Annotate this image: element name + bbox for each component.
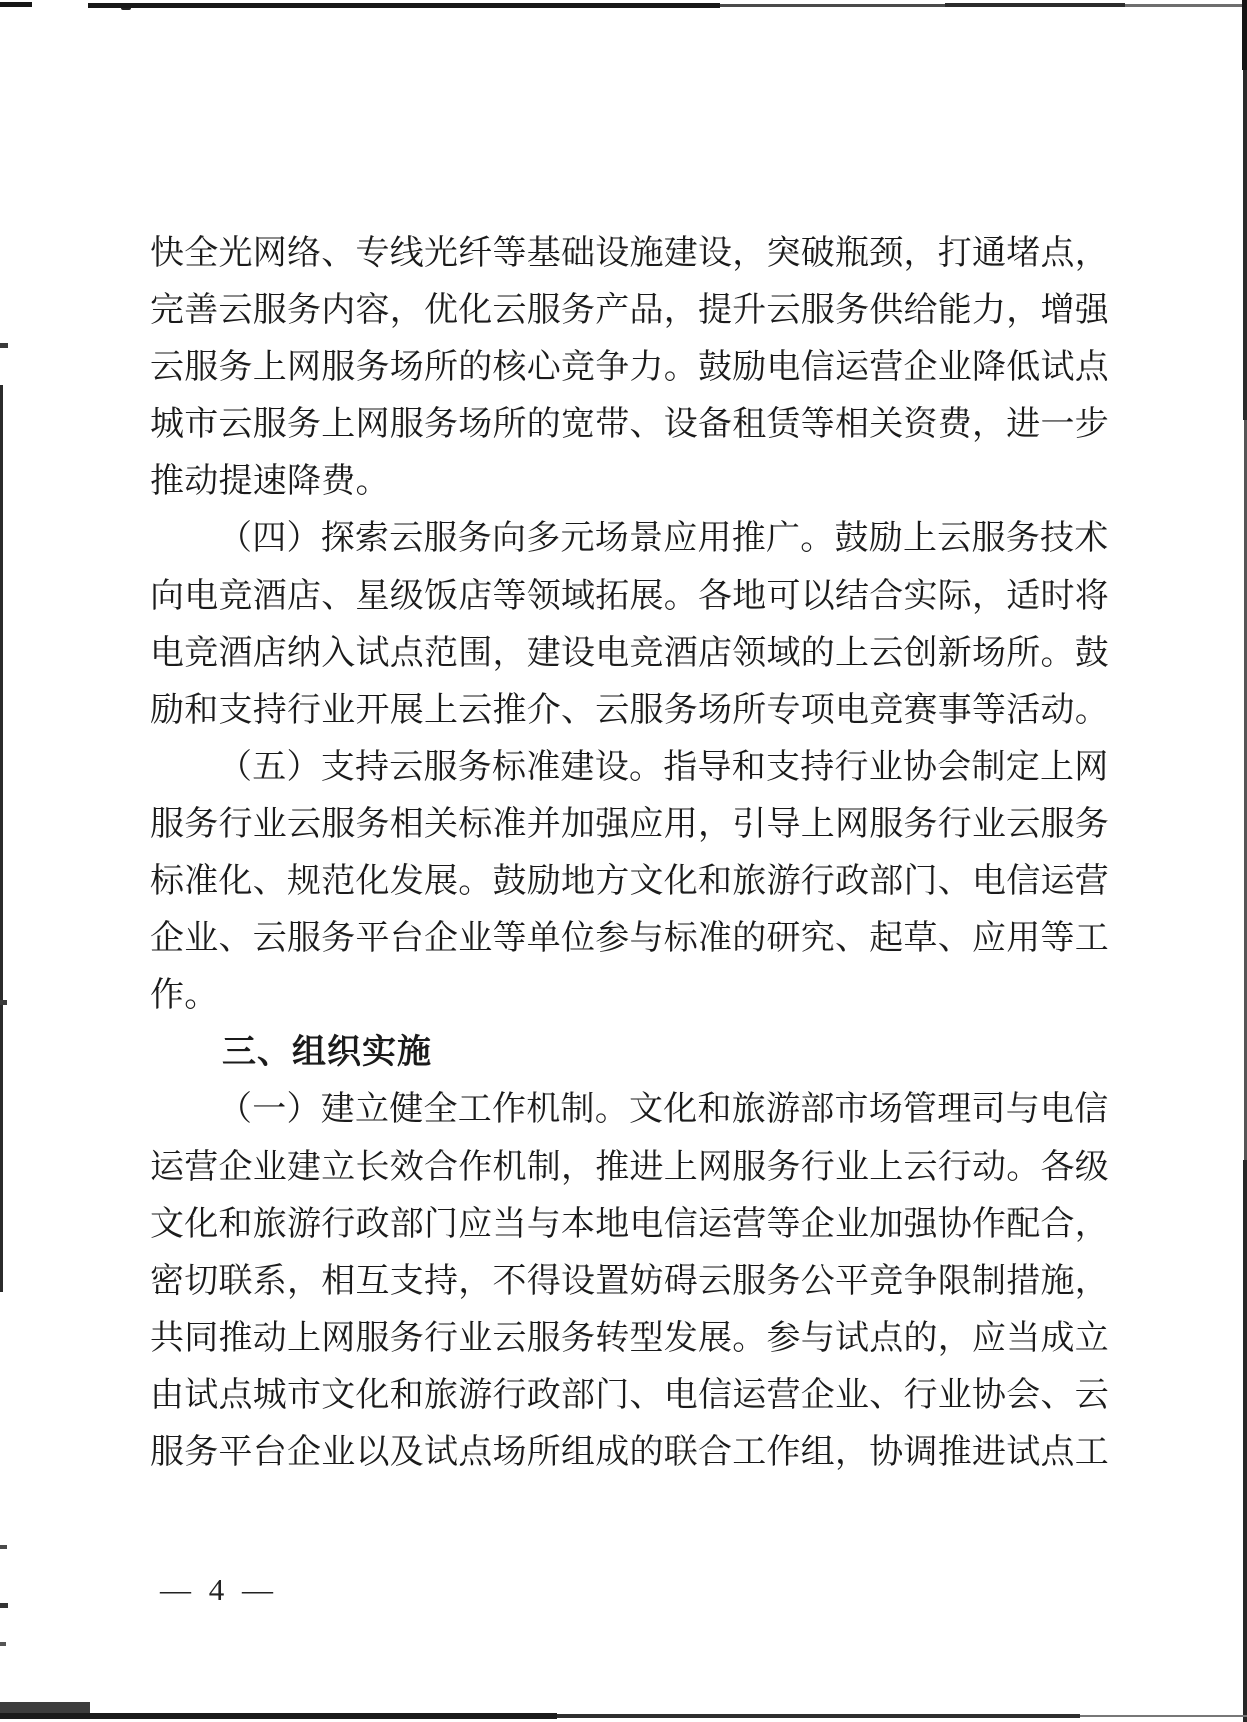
scan-artifact-top-dot — [121, 4, 131, 10]
scan-artifact-top-edge — [88, 3, 720, 8]
scan-artifact-left-edge — [0, 1545, 7, 1549]
text-line: 标准化、规范化发展。鼓励地方文化和旅游行政部门、电信运营 — [150, 863, 1109, 901]
text-line: 完善云服务内容，优化云服务产品，提升云服务供给能力，增强 — [150, 292, 1109, 330]
scan-artifact-right-edge — [1243, 1160, 1247, 1722]
text-line: 文化和旅游行政部门应当与本地电信运营等企业加强协作配合， — [150, 1205, 1109, 1243]
text-line: 服务行业云服务相关标准并加强应用，引导上网服务行业云服务 — [150, 805, 1109, 843]
scan-artifact-left-edge — [0, 1642, 6, 1646]
text-line: 密切联系，相互支持，不得设置妨碍云服务公平竞争限制措施， — [150, 1262, 1109, 1300]
text-line: 服务平台企业以及试点场所组成的联合工作组，协调推进试点工 — [150, 1433, 1109, 1471]
scan-artifact-bottom-edge — [1080, 1715, 1247, 1717]
scan-artifact-bottom-edge — [0, 1702, 90, 1716]
section-heading: 三、组织实施 — [222, 1033, 432, 1072]
scan-artifact-bottom-edge — [557, 1714, 1080, 1718]
text-line: 运营企业建立长效合作机制，推进上网服务行业上云行动。各级 — [150, 1148, 1109, 1186]
scan-artifact-left-edge — [0, 1603, 8, 1608]
scan-artifact-left-edge — [0, 385, 3, 1292]
text-line: 励和支持行业开展上云推介、云服务场所专项电竞赛事等活动。 — [150, 691, 1109, 729]
text-line: 由试点城市文化和旅游行政部门、电信运营企业、行业协会、云 — [150, 1376, 1109, 1414]
text-line: （一）建立健全工作机制。文化和旅游部市场管理司与电信 — [218, 1091, 1109, 1129]
text-line: 企业、云服务平台企业等单位参与标准的研究、起草、应用等工 — [150, 920, 1109, 958]
text-line: （五）支持云服务标准建设。指导和支持行业协会制定上网 — [218, 748, 1109, 786]
scan-artifact-left-edge — [0, 343, 8, 348]
text-line: 城市云服务上网服务场所的宽带、设备租赁等相关资费，进一步 — [150, 406, 1109, 444]
scan-artifact-top-edge — [0, 2, 32, 7]
text-line: 作。 — [150, 977, 219, 1015]
text-line: （四）探索云服务向多元场景应用推广。鼓励上云服务技术 — [218, 520, 1109, 558]
scan-artifact-top-edge — [945, 3, 1125, 7]
text-line: 向电竞酒店、星级饭店等领域拓展。各地可以结合实际，适时将 — [150, 577, 1109, 615]
page-number: — 4 — — [160, 1572, 278, 1607]
text-line: 共同推动上网服务行业云服务转型发展。参与试点的，应当成立 — [150, 1319, 1109, 1357]
scan-artifact-left-edge — [0, 1000, 7, 1005]
text-line: 电竞酒店纳入试点范围，建设电竞酒店领域的上云创新场所。鼓 — [150, 634, 1109, 672]
scan-artifact-right-edge — [1243, 70, 1247, 420]
document-body — [150, 225, 1150, 1481]
scan-artifact-top-edge — [720, 4, 945, 7]
text-line: 推动提速降费。 — [150, 463, 390, 501]
scan-artifact-right-edge — [1242, 0, 1247, 70]
text-line: 云服务上网服务场所的核心竞争力。鼓励电信运营企业降低试点 — [150, 349, 1109, 387]
scan-artifact-top-edge — [1125, 4, 1247, 7]
text-line: 快全光网络、专线光纤等基础设施建设，突破瓶颈，打通堵点， — [150, 235, 1109, 272]
scan-artifact-bottom-edge — [0, 1713, 557, 1719]
